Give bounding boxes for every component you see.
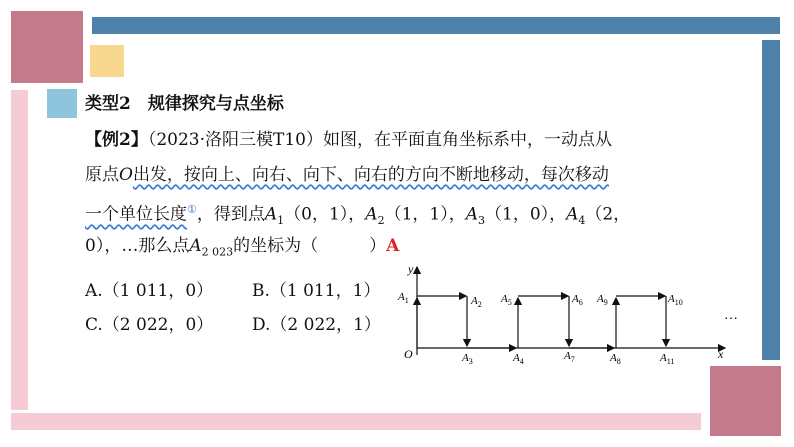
problem-line-3 <box>85 199 630 232</box>
label-a1: $A_1$ <box>398 291 409 305</box>
blue-bar-right <box>762 40 780 360</box>
point-a3-coord: （1，0）， <box>485 204 567 225</box>
text-unit-length: 一个单位长度 <box>85 204 187 225</box>
answer-mark: A <box>386 236 400 256</box>
label-a10: $A_{10}$ <box>668 293 683 307</box>
rose-block-top-left <box>11 11 83 83</box>
yellow-square <box>90 45 124 77</box>
pink-bar-bottom <box>11 413 701 430</box>
text-then: 0），…那么点 <box>85 236 190 256</box>
point-a1-coord: （0，1）， <box>284 204 366 225</box>
ellipsis: … <box>724 308 738 323</box>
label-a3: $A_3$ <box>462 352 473 366</box>
option-d: D.（2 022，1） <box>252 315 381 335</box>
point-a1-sub: 1 <box>277 214 285 228</box>
problem-label: 【例2】 <box>85 130 148 150</box>
label-a9: $A_9$ <box>597 293 608 307</box>
point-a1: A <box>264 204 278 225</box>
point-a4: A <box>566 204 579 225</box>
point-a2-coord: （1，1）， <box>384 204 466 225</box>
point-a3-sub: 3 <box>478 214 485 228</box>
option-b: B.（1 011，1） <box>252 281 381 301</box>
blue-bar-top <box>92 17 780 34</box>
label-a4: $A_4$ <box>513 352 524 366</box>
point-a2: A <box>365 204 378 225</box>
point-a4-coord: （2， <box>585 204 631 225</box>
option-c: C.（2 022，0） <box>85 315 214 335</box>
label-a11: $A_{11}$ <box>660 352 675 366</box>
problem-source: （2023·洛阳三模T10）如图，在平面直角坐标系中，一动点从 <box>147 130 612 150</box>
point-a3: A <box>465 204 478 225</box>
problem-line-2 <box>85 164 609 186</box>
light-blue-square <box>47 89 77 118</box>
point-a2-sub: 2 <box>377 214 385 228</box>
option-a: A.（1 011，0） <box>85 281 214 301</box>
problem-line-4 <box>85 235 399 263</box>
rose-block-bottom-right <box>710 366 781 436</box>
label-a7: $A_7$ <box>564 350 575 364</box>
section-title: 类型2 规律探究与点坐标 <box>85 94 284 114</box>
y-axis-label: y <box>408 262 414 276</box>
label-a6: $A_6$ <box>572 293 583 307</box>
footnote-marker: ① <box>187 203 197 216</box>
coordinate-figure <box>380 255 745 370</box>
text-get-points: ，得到点 <box>196 204 265 225</box>
origin-symbol: O <box>119 165 133 185</box>
text-direction: 出发，按向上、向右、向下、向右的方向不断地移动，每次移动 <box>132 165 609 185</box>
x-axis-label: x <box>718 347 724 361</box>
label-a5: $A_5$ <box>501 293 512 307</box>
text-coordinate-is: 的坐标为（ ） <box>233 236 387 256</box>
point-target: A <box>189 236 202 256</box>
label-a8: $A_8$ <box>610 352 621 366</box>
origin-label: O <box>404 347 413 361</box>
problem-line-1 <box>85 129 612 151</box>
point-target-sub: 2 023 <box>201 245 234 259</box>
text-origin: 原点 <box>85 165 119 185</box>
pink-bar-left <box>11 90 28 410</box>
label-a2: $A_2$ <box>471 295 482 309</box>
point-a4-sub: 4 <box>578 214 586 228</box>
